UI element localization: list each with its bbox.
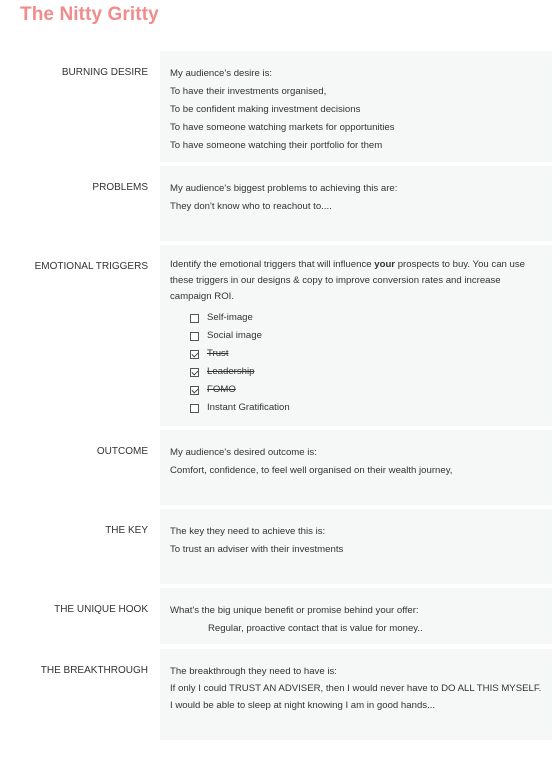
- section-outcome: [0, 430, 558, 505]
- text-line: Regular, proactive contact that is value for money..: [208, 623, 423, 634]
- burning-desire-field[interactable]: [160, 51, 552, 162]
- text-line: To have someone watching their portfolio for them: [170, 140, 383, 151]
- section-unique-hook: [0, 588, 558, 644]
- trigger-option-label: Instant Gratification: [207, 402, 290, 413]
- checkbox-icon[interactable]: [190, 314, 199, 323]
- text-line: To be confident making investment decisions: [170, 104, 361, 115]
- text-line: The key they need to achieve this is:: [170, 526, 326, 537]
- checkbox-checked-icon[interactable]: [190, 386, 199, 395]
- trigger-option[interactable]: [190, 327, 542, 345]
- text-line: I would be able to sleep at night knowing I am in good hands...: [170, 700, 436, 711]
- outcome-field[interactable]: [160, 430, 552, 505]
- unique-hook-field[interactable]: [160, 588, 552, 644]
- trigger-option-label: FOMO: [207, 384, 236, 395]
- trigger-option-label: Social image: [207, 330, 262, 341]
- problems-field[interactable]: [160, 166, 552, 241]
- section-emotional-triggers: [0, 245, 558, 426]
- emotional-triggers-panel: [160, 245, 552, 426]
- trigger-checklist: [170, 309, 542, 417]
- text-line: To trust an adviser with their investments: [170, 544, 344, 555]
- trigger-option-label: Leadership: [207, 366, 255, 377]
- page-title: The Nitty Gritty: [20, 4, 159, 25]
- checkbox-checked-icon[interactable]: [190, 368, 199, 377]
- text-line: The breakthrough they need to have is:: [170, 666, 337, 677]
- triggers-intro: [170, 257, 542, 305]
- text-line: To have someone watching markets for opportunities: [170, 122, 395, 133]
- section-label: PROBLEMS: [92, 182, 148, 193]
- section-label: BURNING DESIRE: [61, 67, 148, 78]
- checkbox-icon[interactable]: [190, 404, 199, 413]
- intro-bold: your: [374, 259, 396, 270]
- section-label: THE BREAKTHROUGH: [40, 665, 148, 676]
- section-label: THE UNIQUE HOOK: [54, 604, 148, 615]
- breakthrough-field[interactable]: [160, 649, 552, 740]
- section-the-key: [0, 509, 558, 584]
- intro-text: prospects to buy. You can use these triggers in our designs & copy to improve conversion rates and increase campaign ROI.: [170, 259, 526, 302]
- checkbox-icon[interactable]: [190, 332, 199, 341]
- trigger-option[interactable]: [190, 399, 542, 417]
- section-problems: [0, 166, 558, 241]
- text-line: My audience's desire is:: [170, 68, 273, 79]
- trigger-option[interactable]: [190, 381, 542, 399]
- text-line: They don't know who to reachout to....: [170, 201, 332, 212]
- intro-text: Identify the emotional triggers that will influence: [170, 259, 375, 270]
- trigger-option-label: Trust: [207, 348, 229, 359]
- section-burning-desire: [0, 51, 558, 162]
- trigger-option[interactable]: [190, 309, 542, 327]
- text-line: If only I could TRUST AN ADVISER, then I would never have to DO ALL THIS MYSELF.: [170, 683, 542, 694]
- text-line: What's the big unique benefit or promise behind your offer:: [170, 605, 419, 616]
- trigger-option[interactable]: [190, 363, 542, 381]
- section-label: EMOTIONAL TRIGGERS: [34, 261, 148, 272]
- section-breakthrough: [0, 649, 558, 740]
- text-line: To have their investments organised,: [170, 86, 327, 97]
- section-label: OUTCOME: [96, 446, 148, 457]
- text-line: My audience's desired outcome is:: [170, 447, 317, 458]
- trigger-option[interactable]: [190, 345, 542, 363]
- section-label: THE KEY: [105, 525, 148, 536]
- the-key-field[interactable]: [160, 509, 552, 584]
- checkbox-checked-icon[interactable]: [190, 350, 199, 359]
- text-line: Comfort, confidence, to feel well organised on their wealth journey,: [170, 465, 453, 476]
- text-line: My audience's biggest problems to achieving this are:: [170, 183, 398, 194]
- trigger-option-label: Self-image: [207, 312, 253, 323]
